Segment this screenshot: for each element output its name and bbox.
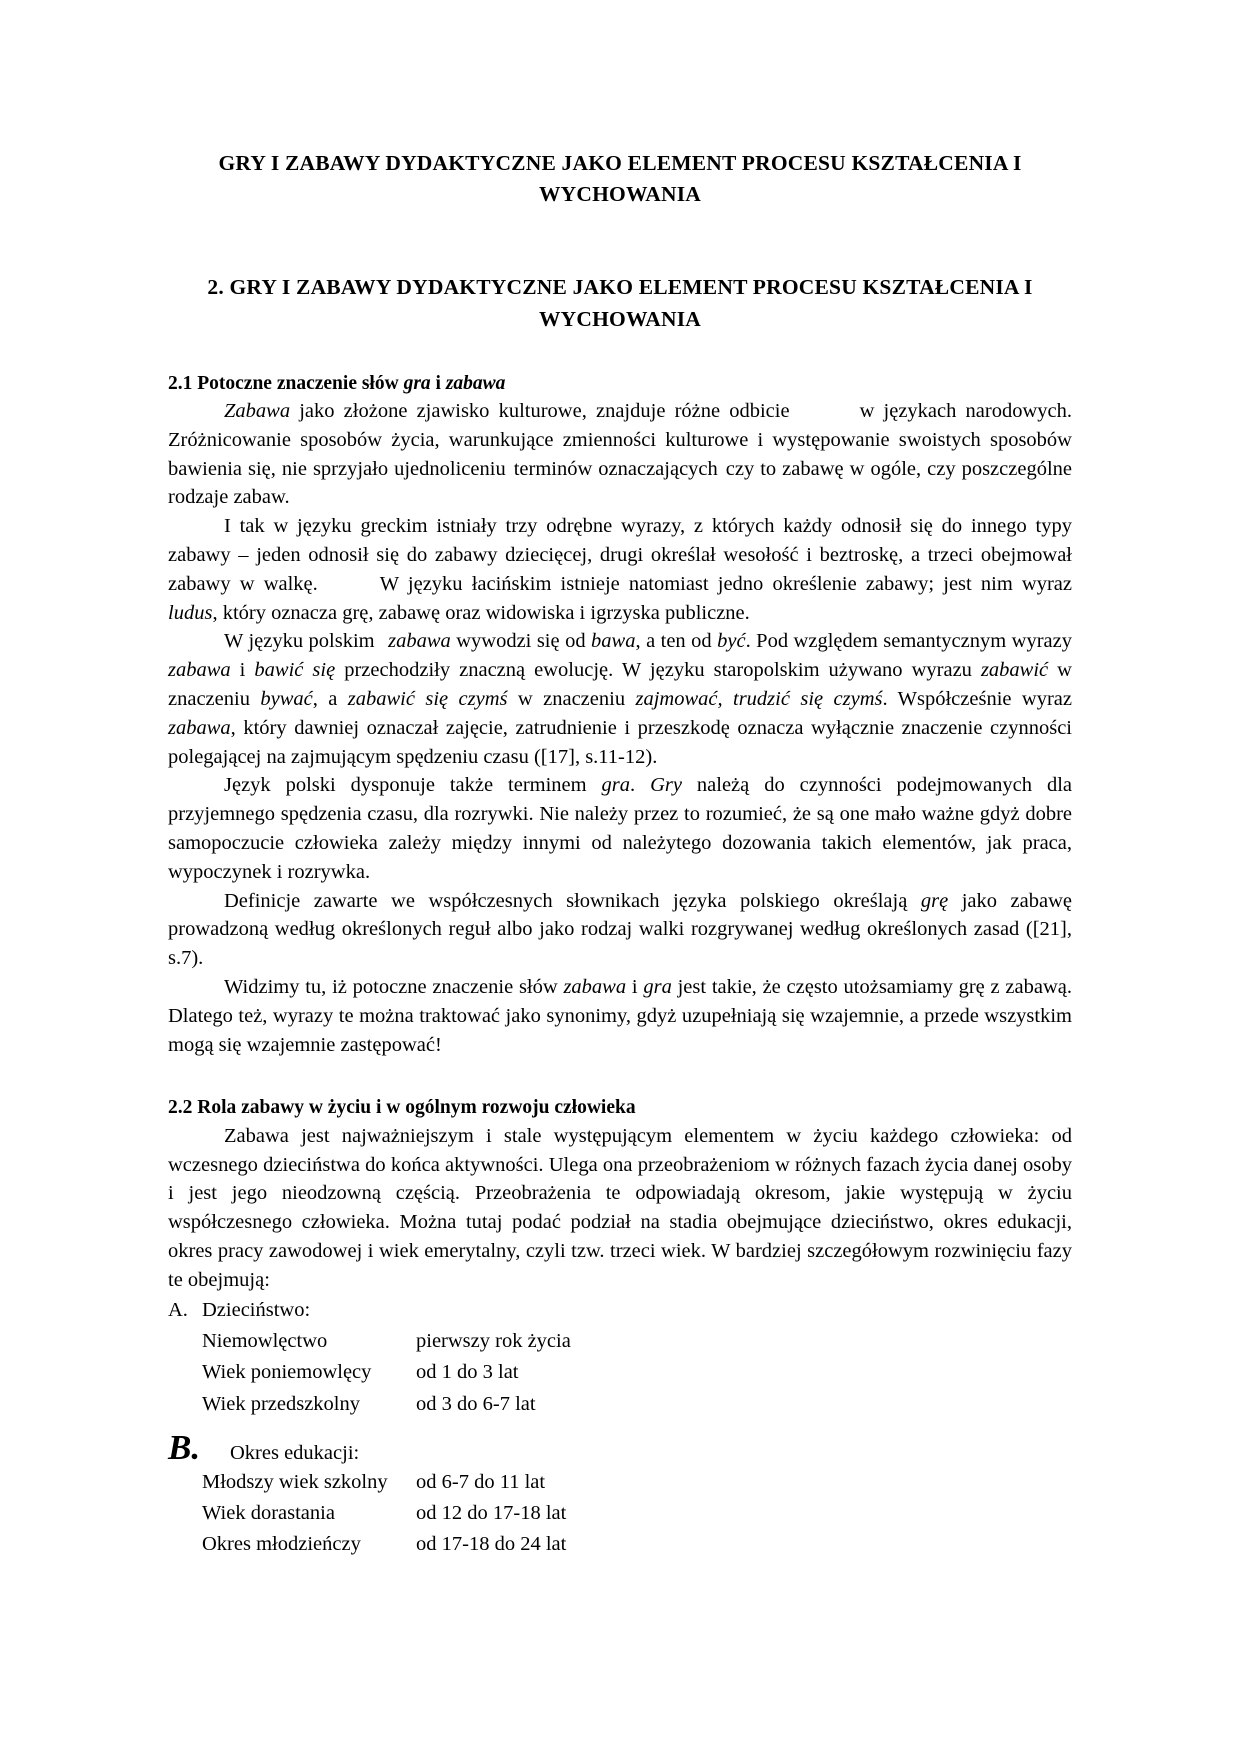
paragraph-text: Definicje zawarte we współczesnych słownikach języka polskiego określają (224, 889, 921, 912)
paragraph-zabawa-jako (168, 397, 1072, 512)
paragraph-text: Język polski dysponuje także terminem (224, 774, 602, 797)
list-item (168, 1326, 1072, 1357)
stage-range: od 6-7 do 11 lat (416, 1470, 546, 1493)
emphasis-ludus: ludus (168, 601, 213, 624)
group-a-label: Dzieciństwo: (202, 1299, 311, 1322)
life-stages-list (168, 1296, 1072, 1560)
document-title: GRY I ZABAWY DYDAKTYCZNE JAKO ELEMENT PROCESU KSZTAŁCENIA I WYCHOWANIA (218, 151, 1022, 207)
emphasis-bawa: bawa (591, 630, 636, 653)
paragraph-text: czy to zabawę w ogóle, czy poszczególne rodzaje zabaw. (168, 457, 1072, 509)
group-a-heading (168, 1296, 1072, 1326)
paragraph-text: przechodziły znaczną ewolucję. W języku staropolskim używano wyrazu (335, 659, 981, 682)
stage-range: od 1 do 3 lat (416, 1361, 519, 1384)
section-2-1-italic-gra: gra (403, 372, 431, 394)
paragraph-text: W języku łacińskim istnieje natomiast jedno określenie zabawy; jest nim wyraz (379, 572, 1072, 595)
list-item (168, 1467, 1072, 1498)
emphasis-zabawa: zabawa (168, 716, 231, 739)
paragraph-text: , który oznacza grę, zabawę oraz widowiska i igrzyska publiczne. (212, 601, 750, 624)
stage-name: Wiek przedszkolny (202, 1392, 360, 1415)
group-b-heading (168, 1427, 1072, 1467)
list-item (168, 1357, 1072, 1388)
section-heading-2-2: 2.2 Rola zabawy w życiu i w ogólnym rozwoju człowieka (168, 1097, 636, 1119)
paragraph-definicje (168, 887, 1072, 973)
group-a-marker: A. (168, 1299, 188, 1322)
emphasis-zajmowac-trudzic: zajmować, trudzić się czymś (635, 688, 883, 710)
emphasis-zabawa: zabawa (563, 975, 627, 998)
emphasis-gry: Gry (650, 774, 682, 797)
stage-name: Wiek poniemowlęcy (202, 1361, 372, 1384)
paragraph-text: I tak w języku greckim istniały trzy odrębne wyrazy, z których każdy odnosił się do innego typy zabawy – jeden odnosił się do zabawy dziecięcej, drugi określał wesołość i beztroskę, a trzeci obejmował zabawy w walkę. (168, 515, 1072, 595)
group-b-label: Okres edukacji: (230, 1441, 360, 1464)
paragraph-text: W języku polskim (224, 630, 375, 653)
list-item (168, 1498, 1072, 1529)
emphasis-bawic-sie: bawić się (254, 659, 336, 682)
paragraph-text: w językach narodowych. Zróżnicowanie sposobów życia, warunkujące zmienności kulturowe i występowanie swoistych sposobów bawienia się, nie sprzyjało ujednoliceniu (168, 400, 1072, 480)
stage-range: pierwszy rok życia (416, 1330, 571, 1353)
emphasis-byc: być (717, 630, 746, 653)
paragraph-jezyk-polski-zabawa (168, 627, 1072, 771)
paragraph-text: jest takie, że często utożsamiamy grę z zabawą. Dlatego też, wyrazy te można traktować jako synonimy, gdyż uzupełniają się wzajemnie, a przede wszystkim mogą się wzajemnie zastępować! (168, 975, 1072, 1056)
paragraph-text: . (630, 774, 651, 797)
section-2-1-mid: i (430, 372, 446, 394)
section-heading-2-1 (168, 371, 1072, 396)
emphasis-bywac: bywać (260, 688, 313, 710)
stage-range: od 12 do 17-18 lat (416, 1501, 567, 1524)
list-item (168, 1389, 1072, 1420)
paragraph-text: Widzimy tu, iż potoczne znaczenie słów (224, 975, 564, 998)
emphasis-zabawa: Zabawa (224, 400, 291, 423)
emphasis-zabawa: zabawa (388, 630, 451, 653)
stage-name: Niemowlęctwo (202, 1330, 328, 1353)
paragraph-text: i (626, 975, 644, 998)
paragraph-text: wywodzi się od (450, 630, 592, 653)
chapter-title: 2. GRY I ZABAWY DYDAKTYCZNE JAKO ELEMENT PROCESU KSZTAŁCENIA I WYCHOWANIA (207, 275, 1033, 331)
stage-range: od 17-18 do 24 lat (416, 1532, 567, 1555)
paragraph-text: terminów oznaczających (513, 457, 718, 480)
group-b-marker: B. (168, 1427, 201, 1467)
stage-name: Okres młodzieńczy (202, 1532, 361, 1555)
list-item (168, 1529, 1072, 1560)
section-2-1-prefix: 2.1 Potoczne znaczenie słów (168, 372, 404, 394)
emphasis-gra: gra (601, 774, 631, 797)
paragraph-text: jako zabawę prowadzoną według określonych reguł albo jako rodzaj walki rozgrywanej według określonych zasad ([21], s.7). (168, 889, 1072, 970)
stage-name: Wiek dorastania (202, 1501, 335, 1524)
paragraph-text: , a ten od (635, 630, 718, 653)
paragraph-text: i (230, 659, 255, 682)
paragraph-widzimy-tu (168, 973, 1072, 1059)
stage-range: od 3 do 6-7 lat (416, 1392, 536, 1415)
paragraph-zabawa-najwazniejsza: Zabawa jest najważniejszym i stale występującym elementem w życiu każdego człowieka: od wczesnego dzieciństwa do końca aktywności. Ulega ona przeobrażeniom w różnych fazach życia danej osoby i jest jego nieodzowną częścią. Przeobrażenia te odpowiadają okresom, jakie występują w życiu współczesnego człowieka. Można tutaj podać podział na stadia obejmujące dzieciństwo, okres edukacji, okres pracy zawodowej i wiek emerytalny, czyli tzw. trzeci wiek. W bardziej szczegółowym rozwinięciu fazy te obejmują: (168, 1124, 1072, 1291)
paragraph-jezyk-grecki (168, 512, 1072, 627)
paragraph-text: . Współcześnie wyraz (882, 688, 1072, 710)
paragraph-text: jako złożone zjawisko kulturowe, znajduje różne odbicie (290, 400, 790, 423)
paragraph-text: w znaczeniu (507, 688, 636, 710)
emphasis-gra: gra (643, 975, 672, 998)
paragraph-text: należą do czynności podejmowanych dla przyjemnego spędzenia czasu, dla rozrywki. Nie należy przez to rozumieć, że są one mało ważne gdyż dobre samopoczucie człowieka zależy między innymi od należytego dozowania takich elementów, jak praca, wypoczynek i rozrywka. (168, 774, 1072, 883)
emphasis-gre: grę (920, 889, 949, 912)
paragraph-text: , a (312, 688, 348, 710)
paragraph-jezyk-polski-gra (168, 771, 1072, 886)
paragraph-text: , który dawniej oznaczał zajęcie, zatrudnienie i przeszkodę oznacza wyłącznie znaczenie czynności polegającej na zajmującym spędzeniu czasu ([17], s.11-12). (168, 716, 1072, 768)
emphasis-zabawic: zabawić (980, 659, 1049, 682)
paragraph-text: w znaczeniu (168, 659, 1072, 710)
stage-name: Młodszy wiek szkolny (202, 1470, 388, 1493)
paragraph-text: . Pod względem semantycznym wyrazy (745, 630, 1072, 653)
section-2-1-italic-zabawa: zabawa (445, 372, 506, 394)
emphasis-zabawa: zabawa (168, 659, 231, 682)
emphasis-zabawic-sie-czyms: zabawić się czymś (347, 688, 508, 710)
